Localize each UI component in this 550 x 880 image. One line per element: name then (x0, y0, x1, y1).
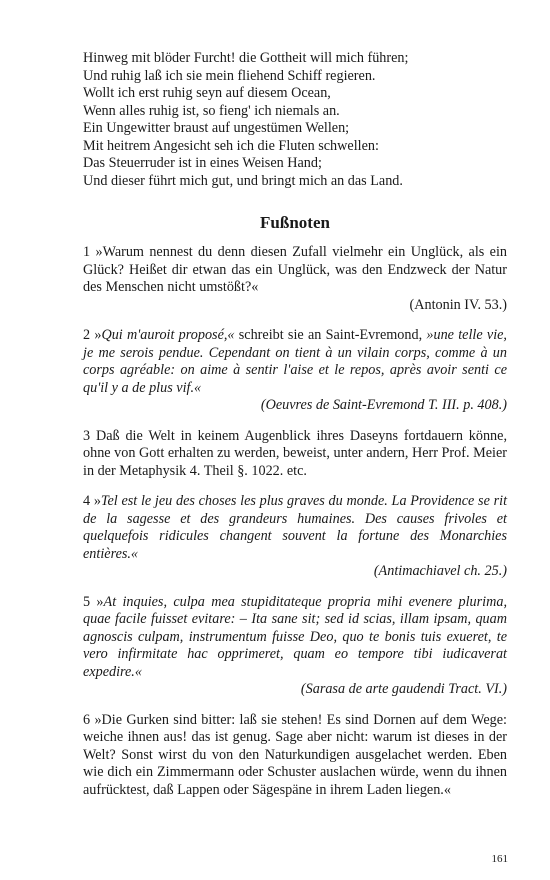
footnote-text (83, 327, 507, 397)
poem-line: Ein Ungewitter braust auf ungestümen Wellen; (83, 120, 350, 136)
footnote-number: 4 » (83, 493, 101, 509)
footnote-text: 6 »Die Gurken sind bitter: laß sie stehen! Es sind Dornen auf dem Wege: weiche ihnen aus! das ist genug. Sage aber nicht: warum ist dieses in der Welt? Sonst wirst du von den Naturkundigen ausgelachet werden. Eben wie dich ein Zimmermann oder Schuster auslachen würde, wenn du ihnen aufrücktest, daß Lappen oder Sägespäne in ihrem Laden liegen.« (83, 711, 507, 798)
footnote-1 (83, 244, 507, 314)
footnote-5 (83, 594, 507, 699)
footnote-quote: At inquies, culpa mea stupiditateque propria mihi evenere plurima, quae facile fuisset evitare: – Ita sane sit; sed id scias, illam ipsam, quam agnoscis culpam, instrumentum fuisse Deo, quo te bonis tuis exueret, te vero infirmitate hac opprimeret, quam eo tempore tibi iudicaverat expedire.« (83, 593, 508, 680)
footnote-quote: »une telle vie, je me serois pendue. Cependant on tient à un vilain corps, comme à un corps agréable: on aime à sentir l'aise et le repos, après avoir senti ce qu'il y a de plus vif.« (83, 327, 507, 396)
footnote-source: (Antonin IV. 53.) (409, 296, 507, 313)
poem-line: Wollt ich erst ruhig seyn auf diesem Ocean, (83, 85, 331, 101)
poem-line: Und ruhig laß ich sie mein fliehend Schiff regieren. (83, 67, 376, 84)
footnote-text (83, 493, 507, 563)
footnote-quote: Qui m'auroit proposé,« (101, 327, 235, 343)
page-number: 161 (491, 853, 508, 865)
poem-line: Und dieser führt mich gut, und bringt mich an das Land. (83, 172, 403, 189)
poem-line: Das Steuerruder ist in eines Weisen Hand; (83, 155, 322, 171)
footnote-text (83, 594, 507, 682)
footnote-quote: Tel est le jeu des choses les plus graves du monde. La Providence se rit de la sagesse et des grandeurs humaines. Des causes frivoles et quelquefois ridicules changent souvent la fortune des Monarchies entières.« (83, 493, 508, 562)
footnotes-heading: Fußnoten (260, 213, 330, 232)
poem-line: Hinweg mit blöder Furcht! die Gottheit will mich führen; (83, 50, 409, 66)
footnote-text-segment: schreibt sie an Saint-Evremond, (234, 327, 427, 343)
footnote-text: 3 Daß die Welt in keinem Augenblick ihres Daseyns fortdauern könne, ohne von Gott erhalten zu werden, beweist, unter andern, Herr Prof. Meier in der Metaphysik 4. Theil §. 1022. etc. (83, 427, 507, 479)
footnote-source: (Oeuvres de Saint-Evremond T. III. p. 408.) (260, 397, 507, 413)
poem-line: Mit heitrem Angesicht seh ich die Fluten schwellen: (83, 137, 379, 154)
page-content (83, 50, 507, 812)
footnote-source: (Sarasa de arte gaudendi Tract. VI.) (300, 681, 507, 697)
footnote-2 (83, 327, 507, 415)
poem-stanza (83, 50, 507, 190)
footnote-6 (83, 712, 507, 800)
footnote-3 (83, 428, 507, 481)
poem-line: Wenn alles ruhig ist, so fieng' ich niemals an. (83, 102, 340, 119)
footnote-text: 1 »Warum nennest du denn diesen Zufall vielmehr ein Unglück, als ein Glück? Heißet dir etwan das ein Unglück, was den Endzweck der Natur des Menschen nicht umstößt?« (83, 244, 507, 295)
footnote-number: 2 » (83, 327, 102, 343)
footnote-4 (83, 493, 507, 581)
footnote-source: (Antimachiavel ch. 25.) (373, 563, 507, 579)
footnote-number: 5 » (83, 593, 104, 610)
